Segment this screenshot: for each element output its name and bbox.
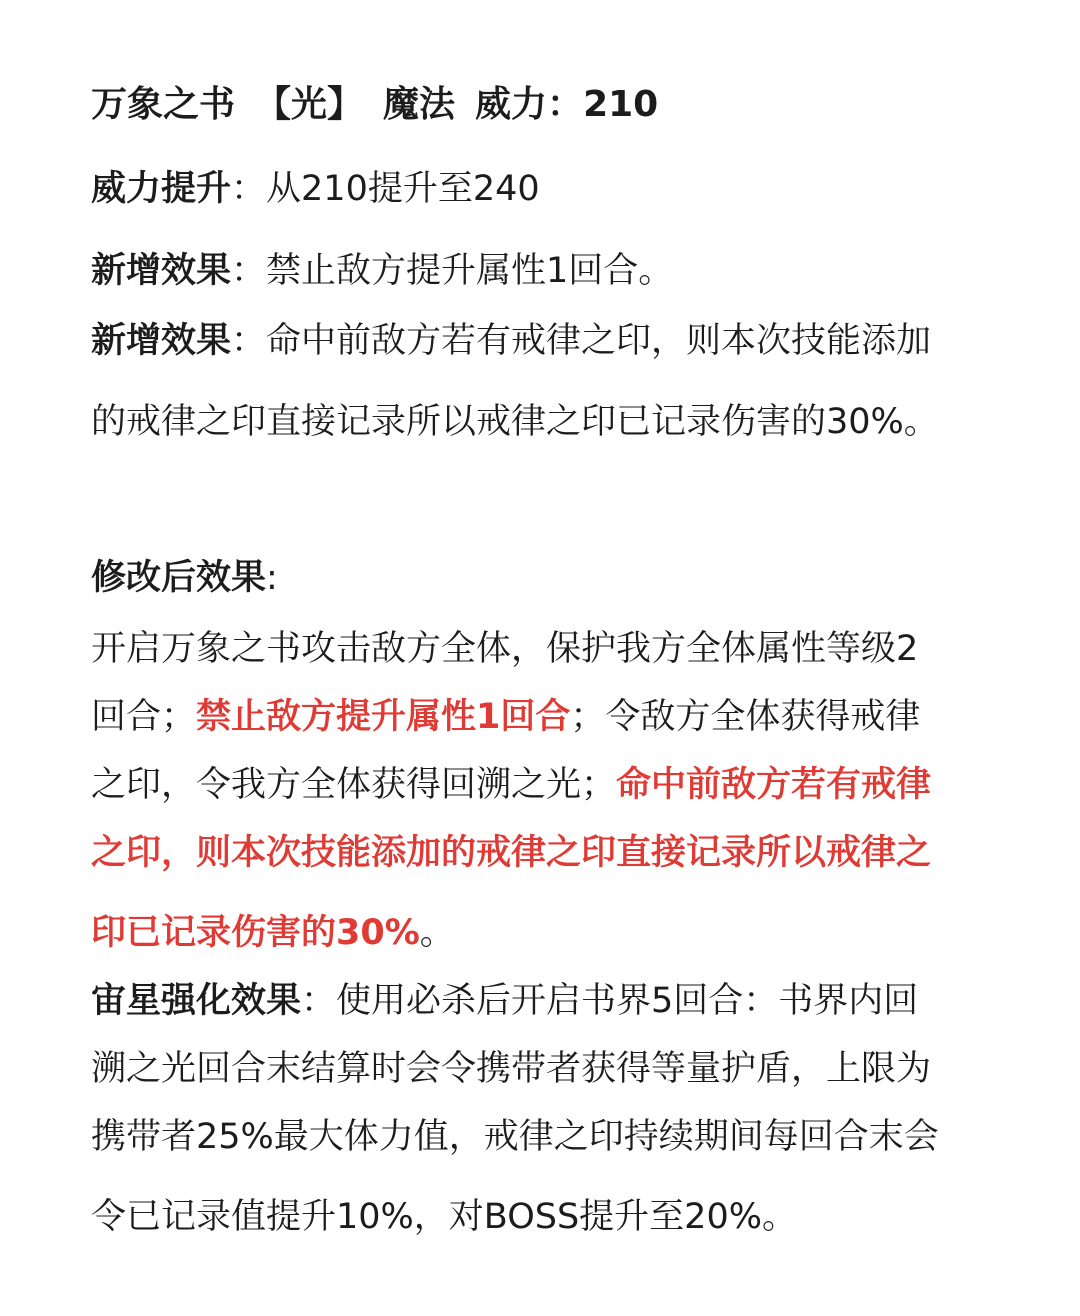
new-effect-text: 命中前敌方若有戒律之印，则本次技能添加	[266, 321, 932, 361]
power-up-text: 从210提升至240	[266, 169, 540, 209]
skill-type: 魔法	[383, 84, 456, 125]
star-line-2	[91, 1045, 931, 1093]
skill-name: 万象之书	[91, 84, 236, 125]
skill-title	[91, 81, 658, 129]
modified-text: 之印，令我方全体获得回溯之光；	[91, 765, 617, 805]
star-text: 携带者25%最大体力值，戒律之印持续期间每回合末会	[91, 1117, 939, 1157]
modified-line-3	[91, 761, 931, 809]
star-text: 使用必杀后开启书界5回合：书界内回	[336, 981, 919, 1021]
separator: ：	[231, 321, 267, 361]
modified-label: 修改后效果	[91, 558, 267, 598]
new-effect-label: 新增效果	[91, 251, 232, 291]
power-up-line	[91, 165, 540, 213]
power-value: 210	[583, 84, 659, 125]
highlight-text: 之印，则本次技能添加的戒律之印直接记录所以戒律之	[91, 833, 932, 873]
modified-heading	[91, 554, 278, 602]
new-effect-label: 新增效果	[91, 321, 232, 361]
separator: ：	[231, 169, 267, 209]
separator: ：	[231, 251, 267, 291]
modified-line-5	[91, 909, 455, 957]
highlight-text: 印已记录伤害的30%	[91, 913, 420, 953]
modified-line-4	[91, 829, 931, 877]
power-label: 威力：	[475, 84, 584, 125]
modified-text: 回合；	[91, 697, 197, 737]
highlight-text: 命中前敌方若有戒律	[616, 765, 932, 805]
modified-line-2	[91, 693, 920, 741]
modified-text: ；令敌方全体获得戒律	[570, 697, 921, 737]
new-effect-text: 的戒律之印直接记录所以戒律之印已记录伤害的30%。	[91, 402, 939, 442]
new-effect-text: 禁止敌方提升属性1回合。	[266, 251, 674, 291]
highlight-text: 禁止敌方提升属性1回合	[196, 697, 571, 737]
star-line-1	[91, 977, 918, 1025]
skill-element: 【光】	[255, 84, 364, 125]
colon: :	[266, 558, 278, 598]
star-line-3	[91, 1113, 939, 1161]
power-up-label: 威力提升	[91, 169, 232, 209]
star-text: 令已记录值提升10%，对BOSS提升至20%。	[91, 1197, 797, 1237]
star-label: 宙星强化效果	[91, 981, 302, 1021]
modified-line-1	[91, 625, 918, 673]
star-line-4	[91, 1193, 797, 1241]
new-effect-line-1	[91, 247, 673, 295]
new-effect-line-2-cont	[91, 398, 939, 446]
modified-text: 。	[419, 913, 455, 953]
modified-text: 开启万象之书攻击敌方全体，保护我方全体属性等级2	[91, 629, 919, 669]
new-effect-line-2	[91, 317, 931, 365]
separator: ：	[301, 981, 337, 1021]
star-text: 溯之光回合末结算时会令携带者获得等量护盾，上限为	[91, 1049, 932, 1089]
